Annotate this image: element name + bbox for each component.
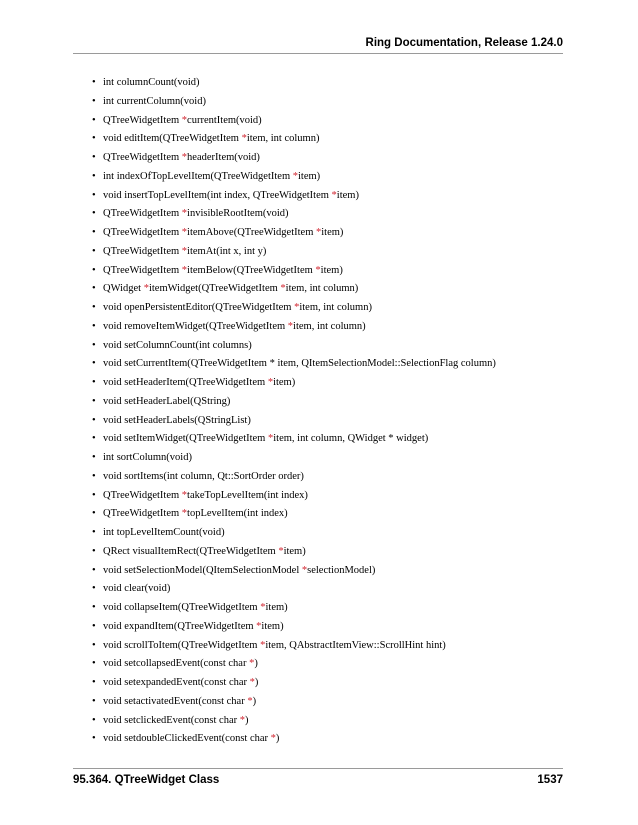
- bullet-icon: •: [92, 602, 96, 613]
- method-list-item: [92, 693, 496, 712]
- method-signature-text: item, int column, QWidget * widget): [273, 433, 429, 445]
- method-signature-text: void setactivatedEvent(const char: [103, 695, 248, 707]
- method-signature-text: void setCurrentItem(QTreeWidgetItem * item, QItemSelectionModel::SelectionFlag column): [103, 358, 496, 370]
- method-list-item: [92, 637, 496, 656]
- method-signature-text: selectionModel): [307, 564, 376, 576]
- method-list-item: [92, 674, 496, 693]
- method-signature-text: item): [320, 264, 343, 276]
- pointer-asterisk: *: [256, 620, 262, 632]
- pointer-asterisk: *: [249, 658, 255, 670]
- method-list-item: [92, 224, 496, 243]
- method-signature-text: item, QAbstractItemView::ScrollHint hint): [265, 639, 446, 651]
- method-list-item: [92, 393, 496, 412]
- bullet-icon: •: [92, 677, 96, 688]
- method-list-item: [92, 187, 496, 206]
- method-signature-text: void editItem(QTreeWidgetItem: [103, 133, 242, 145]
- method-signature-text: int sortColumn(void): [103, 452, 192, 463]
- method-list-item: [92, 730, 496, 749]
- method-list-item: [92, 412, 496, 431]
- method-list-item: [92, 562, 496, 581]
- method-signature-text: ): [245, 714, 249, 726]
- method-signature-text: QTreeWidgetItem: [103, 114, 182, 126]
- method-signature-text: int columnCount(void): [103, 77, 200, 88]
- method-signature-text: item): [321, 227, 344, 238]
- method-signature-text: int currentColumn(void): [103, 95, 206, 107]
- method-signature-text: void scrollToItem(QTreeWidgetItem: [103, 639, 261, 651]
- bullet-icon: •: [92, 95, 96, 107]
- pointer-asterisk: *: [181, 489, 188, 501]
- method-signature-text: void setHeaderLabels(QStringList): [103, 414, 251, 426]
- method-signature-text: int indexOfTopLevelItem(QTreeWidgetItem: [103, 170, 293, 182]
- method-list-item: [92, 93, 496, 112]
- method-signature-text: int topLevelItemCount(void): [103, 527, 225, 538]
- bullet-icon: •: [92, 489, 96, 501]
- bullet-icon: •: [92, 77, 96, 88]
- method-signature-text: item, int column): [299, 302, 372, 313]
- method-signature-text: QTreeWidgetItem: [103, 227, 182, 238]
- method-list-item: [92, 243, 496, 262]
- method-signature-text: itemWidget(QTreeWidgetItem: [148, 283, 281, 295]
- footer-divider: [73, 768, 563, 769]
- method-signature-text: item): [261, 620, 284, 632]
- method-list-item: [92, 468, 496, 487]
- method-signature-text: QTreeWidgetItem: [103, 264, 182, 276]
- bullet-icon: •: [92, 170, 96, 182]
- method-list-item: [92, 430, 496, 449]
- pointer-asterisk: *: [278, 545, 284, 557]
- document-title: Ring Documentation, Release 1.24.0: [365, 37, 563, 49]
- method-list-item: [92, 618, 496, 637]
- pointer-asterisk: *: [280, 283, 286, 295]
- pointer-asterisk: *: [260, 602, 266, 613]
- bullet-icon: •: [92, 208, 96, 220]
- method-signature-text: itemBelow(QTreeWidgetItem: [187, 264, 316, 276]
- bullet-icon: •: [92, 508, 96, 520]
- bullet-icon: •: [92, 133, 96, 145]
- method-list: [92, 74, 496, 749]
- pointer-asterisk: *: [249, 677, 255, 688]
- method-list-item: [92, 580, 496, 599]
- method-signature-text: headerItem(void): [187, 152, 260, 163]
- method-signature-text: ): [275, 733, 280, 745]
- method-signature-text: void removeItemWidget(QTreeWidgetItem: [103, 320, 288, 332]
- bullet-icon: •: [92, 527, 96, 538]
- pointer-asterisk: *: [331, 189, 337, 201]
- method-list-item: [92, 487, 496, 506]
- method-signature-text: item): [283, 545, 306, 557]
- method-signature-text: void setcollapsedEvent(const char: [103, 658, 250, 670]
- bullet-icon: •: [92, 620, 96, 632]
- bullet-icon: •: [92, 227, 96, 238]
- pointer-asterisk: *: [270, 733, 276, 745]
- bullet-icon: •: [92, 377, 96, 388]
- method-signature-text: QRect visualItemRect(QTreeWidgetItem: [103, 545, 279, 557]
- method-signature-text: void clear(void): [103, 583, 171, 595]
- method-signature-text: item, int column): [293, 320, 366, 332]
- method-signature-text: void setHeaderItem(QTreeWidgetItem: [103, 377, 268, 388]
- method-list-item: [92, 130, 496, 149]
- bullet-icon: •: [92, 358, 96, 370]
- method-list-item: [92, 524, 496, 543]
- method-list-item: [92, 543, 496, 562]
- method-signature-text: ): [254, 658, 258, 670]
- method-signature-text: item): [297, 170, 321, 182]
- bullet-icon: •: [92, 245, 96, 257]
- pointer-asterisk: *: [301, 564, 308, 576]
- method-signature-text: ): [252, 695, 257, 707]
- pointer-asterisk: *: [287, 320, 294, 332]
- bullet-icon: •: [92, 339, 96, 351]
- bullet-icon: •: [92, 639, 96, 651]
- page-header: [73, 34, 563, 52]
- method-list-item: [92, 280, 496, 299]
- method-signature-text: itemAt(int x, int y): [187, 245, 267, 257]
- method-signature-text: void setSelectionModel(QItemSelectionModel: [103, 564, 302, 576]
- method-signature-text: void sortItems(int column, Qt::SortOrder order): [103, 470, 304, 482]
- method-signature-text: invisibleRootItem(void): [187, 208, 289, 220]
- pointer-asterisk: *: [294, 302, 300, 313]
- page-number: 1537: [537, 774, 563, 786]
- pointer-asterisk: *: [181, 152, 188, 163]
- bullet-icon: •: [92, 114, 96, 126]
- bullet-icon: •: [92, 264, 96, 276]
- bullet-icon: •: [92, 564, 96, 576]
- pointer-asterisk: *: [181, 264, 188, 276]
- section-title: 95.364. QTreeWidget Class: [73, 774, 220, 786]
- pointer-asterisk: *: [267, 377, 274, 388]
- method-signature-text: void openPersistentEditor(QTreeWidgetItem: [103, 302, 295, 313]
- method-signature-text: QTreeWidgetItem: [103, 208, 182, 220]
- pointer-asterisk: *: [267, 433, 274, 445]
- method-list-item: [92, 149, 496, 168]
- pointer-asterisk: *: [247, 695, 253, 707]
- bullet-icon: •: [92, 733, 96, 745]
- method-list-item: [92, 712, 496, 731]
- pointer-asterisk: *: [241, 133, 247, 145]
- method-signature-text: item, int column): [285, 283, 359, 295]
- method-signature-text: void insertTopLevelItem(int index, QTreeWidgetItem: [103, 189, 332, 201]
- method-signature-text: QTreeWidgetItem: [103, 508, 182, 520]
- method-signature-text: void collapseItem(QTreeWidgetItem: [103, 602, 261, 613]
- pointer-asterisk: *: [315, 264, 321, 276]
- page-footer: [73, 771, 563, 789]
- bullet-icon: •: [92, 583, 96, 595]
- pointer-asterisk: *: [239, 714, 245, 726]
- method-list-item: [92, 337, 496, 356]
- method-list-item: [92, 74, 496, 93]
- method-signature-text: void setColumnCount(int columns): [103, 339, 252, 351]
- method-list-item: [92, 262, 496, 281]
- pointer-asterisk: *: [292, 170, 298, 182]
- method-signature-text: void setItemWidget(QTreeWidgetItem: [103, 433, 268, 445]
- method-signature-text: QTreeWidgetItem: [103, 245, 182, 257]
- pointer-asterisk: *: [260, 639, 266, 651]
- pointer-asterisk: *: [181, 208, 188, 220]
- bullet-icon: •: [92, 433, 96, 445]
- pointer-asterisk: *: [181, 245, 188, 257]
- bullet-icon: •: [92, 695, 96, 707]
- method-signature-text: QTreeWidgetItem: [103, 489, 182, 501]
- method-signature-text: ): [254, 677, 259, 688]
- method-signature-text: topLevelItem(int index): [187, 508, 288, 520]
- bullet-icon: •: [92, 283, 96, 295]
- pointer-asterisk: *: [181, 227, 188, 238]
- method-signature-text: item): [336, 189, 359, 201]
- bullet-icon: •: [92, 658, 96, 670]
- bullet-icon: •: [92, 452, 96, 463]
- method-signature-text: item): [273, 377, 296, 388]
- bullet-icon: •: [92, 714, 96, 726]
- pointer-asterisk: *: [181, 114, 188, 126]
- method-signature-text: item): [265, 602, 288, 613]
- method-list-item: [92, 318, 496, 337]
- method-signature-text: itemAbove(QTreeWidgetItem: [187, 227, 316, 238]
- method-list-item: [92, 505, 496, 524]
- method-list-item: [92, 655, 496, 674]
- method-list-item: [92, 599, 496, 618]
- bullet-icon: •: [92, 152, 96, 163]
- method-signature-text: void expandItem(QTreeWidgetItem: [103, 620, 257, 632]
- method-list-item: [92, 355, 496, 374]
- pointer-asterisk: *: [181, 508, 188, 520]
- method-signature-text: void setexpandedEvent(const char: [103, 677, 250, 688]
- method-signature-text: QWidget: [103, 283, 144, 295]
- bullet-icon: •: [92, 395, 96, 407]
- bullet-icon: •: [92, 414, 96, 426]
- method-signature-text: item, int column): [246, 133, 320, 145]
- method-list-item: [92, 168, 496, 187]
- bullet-icon: •: [92, 320, 96, 332]
- bullet-icon: •: [92, 470, 96, 482]
- method-signature-text: currentItem(void): [187, 114, 262, 126]
- method-signature-text: takeTopLevelItem(int index): [187, 489, 308, 501]
- method-signature-text: void setdoubleClickedEvent(const char: [103, 733, 271, 745]
- bullet-icon: •: [92, 545, 96, 557]
- method-list-item: [92, 299, 496, 318]
- method-list-item: [92, 205, 496, 224]
- method-signature-text: void setclickedEvent(const char: [103, 714, 240, 726]
- pointer-asterisk: *: [143, 283, 149, 295]
- method-signature-text: QTreeWidgetItem: [103, 152, 182, 163]
- method-list-item: [92, 449, 496, 468]
- pointer-asterisk: *: [316, 227, 322, 238]
- method-list-item: [92, 112, 496, 131]
- bullet-icon: •: [92, 189, 96, 201]
- bullet-icon: •: [92, 302, 96, 313]
- header-divider: [73, 53, 563, 54]
- method-signature-text: void setHeaderLabel(QString): [103, 395, 231, 407]
- method-list-item: [92, 374, 496, 393]
